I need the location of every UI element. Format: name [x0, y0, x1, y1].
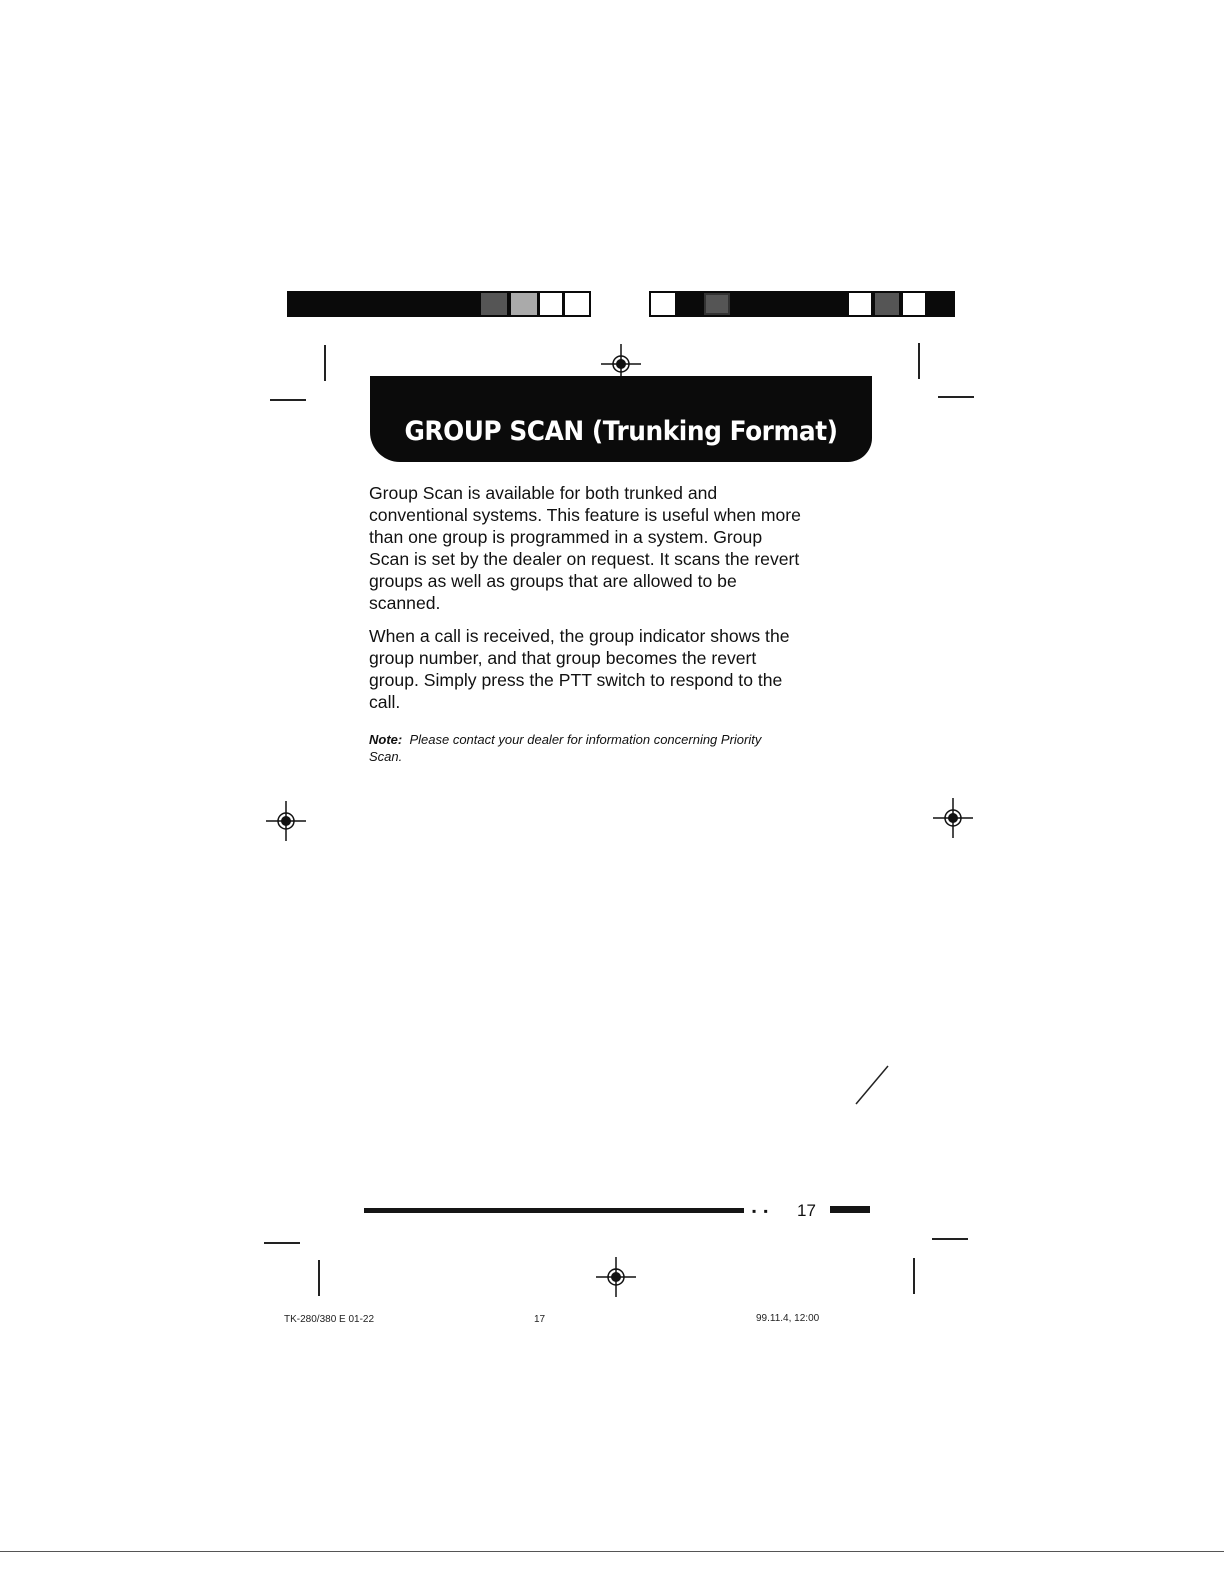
registration-swatch: [479, 291, 509, 317]
page-ref: 17: [534, 1314, 546, 1325]
crop-mark: [918, 343, 920, 379]
registration-target-icon: [594, 1255, 638, 1299]
registration-swatch: [538, 291, 564, 317]
text-line: group. Simply press the PTT switch to respond to the: [369, 670, 783, 690]
footer-rule: [364, 1208, 744, 1213]
text-line: When a call is received, the group indicator shows the: [369, 626, 790, 646]
page-number: 17: [797, 1201, 816, 1220]
scan-artifact-line: [852, 1064, 892, 1108]
text-line: groups as well as groups that are allowed to be: [369, 571, 737, 591]
registration-target-icon: [931, 796, 975, 840]
top-registration-bar-right: [677, 291, 847, 317]
text-line: conventional systems. This feature is useful when more: [369, 505, 801, 525]
registration-swatch: [649, 291, 677, 317]
registration-swatch: [509, 291, 539, 317]
top-registration-bar-end: [927, 291, 955, 317]
crop-mark: [932, 1238, 968, 1240]
registration-swatch: [901, 291, 927, 317]
section-header-banner: [370, 376, 872, 462]
registration-swatch: [847, 291, 873, 317]
crop-mark: [270, 399, 306, 401]
crop-mark: [938, 396, 974, 398]
note-text-line: Scan.: [369, 749, 403, 764]
crop-mark: [318, 1260, 320, 1296]
body-paragraph-2: [369, 625, 875, 713]
registration-target-icon: [264, 799, 308, 843]
registration-swatch: [873, 291, 901, 317]
footer-mark-right: [830, 1206, 870, 1213]
note-label: Note:: [369, 732, 403, 747]
registration-swatch: [704, 293, 730, 315]
crop-mark: [324, 345, 326, 381]
page-title: GROUP SCAN (Trunking Format): [404, 416, 838, 447]
text-line: Group Scan is available for both trunked and: [369, 483, 718, 503]
text-line: call.: [369, 692, 401, 712]
body-paragraph-1: [369, 482, 875, 614]
text-line: Scan is set by the dealer on request. It scans the revert: [369, 549, 800, 569]
note-text-line: Please contact your dealer for information concerning Priority: [409, 732, 762, 747]
crop-mark: [913, 1258, 915, 1294]
top-registration-bar-left: [287, 291, 479, 317]
text-line: than one group is programmed in a system. Group: [369, 527, 763, 547]
note: [369, 731, 869, 765]
scan-edge-line: [0, 1551, 1224, 1552]
doc-code: TK-280/380 E 01-22: [284, 1314, 375, 1325]
print-timestamp: 99.11.4, 12:00: [756, 1313, 820, 1324]
crop-mark: [264, 1242, 300, 1244]
text-line: scanned.: [369, 593, 441, 613]
text-line: group number, and that group becomes the revert: [369, 648, 757, 668]
registration-swatch: [563, 291, 591, 317]
footer-marks: ▪ ▪: [752, 1204, 770, 1218]
